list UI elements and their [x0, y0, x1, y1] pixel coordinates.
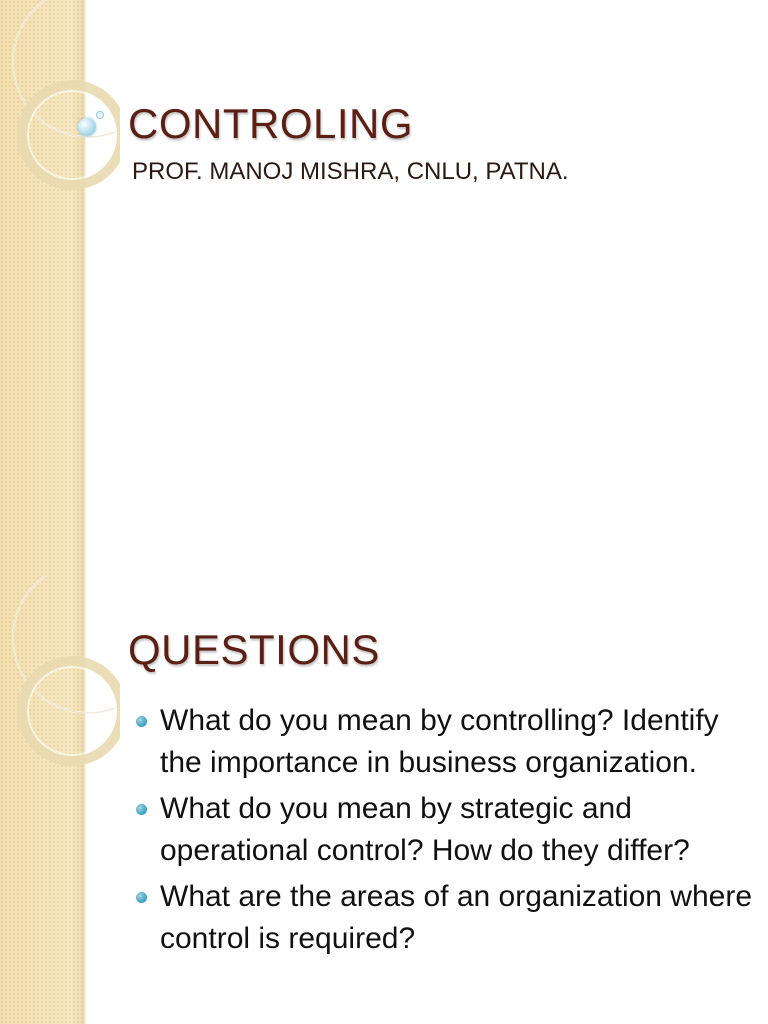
bullet-icon: [136, 716, 147, 727]
question-list: [134, 700, 754, 964]
question-item: [134, 700, 754, 784]
bubble-icon: [78, 118, 96, 136]
question-text: What do you mean by strategic and operational control? How do they differ?: [160, 792, 690, 867]
slide-title: CONTROLING: [128, 100, 414, 147]
questions-slide: [0, 576, 768, 1024]
question-item: [134, 876, 754, 960]
question-text: What do you mean by controlling? Identify the importance in business organization.: [160, 704, 719, 779]
decorative-rings-icon: [0, 0, 120, 576]
question-item: [134, 788, 754, 872]
slide-title: QUESTIONS: [128, 626, 380, 673]
bullet-icon: [136, 892, 147, 903]
question-text: What are the areas of an organization where control is required?: [160, 880, 753, 955]
small-bubble-icon: [96, 111, 104, 119]
slide-subtitle: PROF. MANOJ MISHRA, CNLU, PATNA.: [132, 158, 569, 185]
bullet-icon: [136, 804, 147, 815]
decorative-rings-icon: [0, 576, 120, 1024]
